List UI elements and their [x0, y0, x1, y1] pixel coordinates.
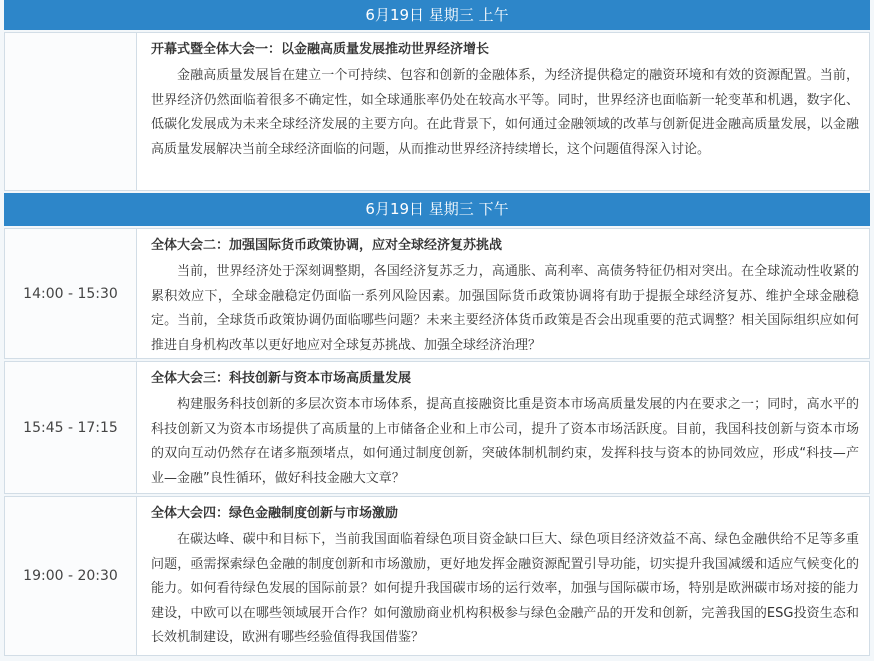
day-header-morning: 6月19日 星期三 上午 [4, 0, 870, 30]
session-description: 构建服务科技创新的多层次资本市场体系，提高直接融资比重是资本市场高质量发展的内在要求之一；同时，高水平的科技创新又为资本市场提供了高质量的上市储备企业和上市公司，提升了资本市场活跃度。目前，我国科技创新与资本市场的双向互动仍然存在诸多瓶颈堵点，如何通过制度创新，突破体制机制约束，发挥科技与资本的协同效应，形成“科技—产业—金融”良性循环，做好科技金融大文章？ [151, 397, 859, 486]
session-time: 15:45 - 17:15 [5, 362, 137, 493]
session-time: 14:00 - 15:30 [5, 229, 137, 358]
session-title: 全体大会三：科技创新与资本市场高质量发展 [151, 371, 412, 386]
session-description: 金融高质量发展旨在建立一个可持续、包容和创新的金融体系，为经济提供稳定的融资环境和有效的资源配置。当前，世界经济仍然面临着很多不确定性，如全球通胀率仍处在较高水平等。同时，世界经济也面临新一轮变革和机遇，数字化、低碳化发展成为未来全球经济发展的主要方向。在此背景下，如何通过金融领域的改革与创新促进金融高质量发展，以金融高质量发展解决当前全球经济面临的问题，从而推动世界经济持续增长，这个问题值得深入讨论。 [151, 68, 859, 157]
session-row [4, 361, 870, 494]
session-description: 当前，世界经济处于深刻调整期，各国经济复苏乏力，高通胀、高利率、高债务特征仍相对突出。在全球流动性收紧的累积效应下，全球金融稳定仍面临一系列风险因素。加强国际货币政策协调将有助于提振全球经济复苏、维护全球金融稳定。当前，全球货币政策协调仍面临哪些问题？未来主要经济体货币政策是否会出现重要的范式调整？相关国际组织应如何推进自身机构改革以更好地应对全球复苏挑战、加强全球经济治理？ [151, 264, 859, 353]
session-time [5, 33, 137, 190]
session-content [137, 497, 869, 655]
session-content [137, 33, 869, 190]
day-header-afternoon: 6月19日 星期三 下午 [4, 193, 870, 226]
session-content [137, 229, 869, 358]
session-title: 全体大会二：加强国际货币政策协调，应对全球经济复苏挑战 [151, 238, 503, 253]
session-title: 开幕式暨全体大会一：以金融高质量发展推动世界经济增长 [151, 42, 490, 57]
session-time: 19:00 - 20:30 [5, 497, 137, 655]
session-description: 在碳达峰、碳中和目标下，当前我国面临着绿色项目资金缺口巨大、绿色项目经济效益不高、绿色金融供给不足等多重问题，亟需探索绿色金融的制度创新和市场激励，更好地发挥金融资源配置引导功能，切实提升我国减缓和适应气候变化的能力。如何看待绿色发展的国际前景？如何提升我国碳市场的运行效率，加强与国际碳市场，特别是欧洲碳市场对接的能力建设，中欧可以在哪些领域展开合作？如何激励商业机构积极参与绿色金融产品的开发和创新，完善我国的ESG投资生态和长效机制建设，欧洲有哪些经验值得我国借鉴？ [151, 532, 859, 645]
session-title: 全体大会四：绿色金融制度创新与市场激励 [151, 506, 399, 521]
session-row [4, 228, 870, 359]
session-row [4, 496, 870, 656]
session-row [4, 32, 870, 191]
session-content [137, 362, 869, 493]
